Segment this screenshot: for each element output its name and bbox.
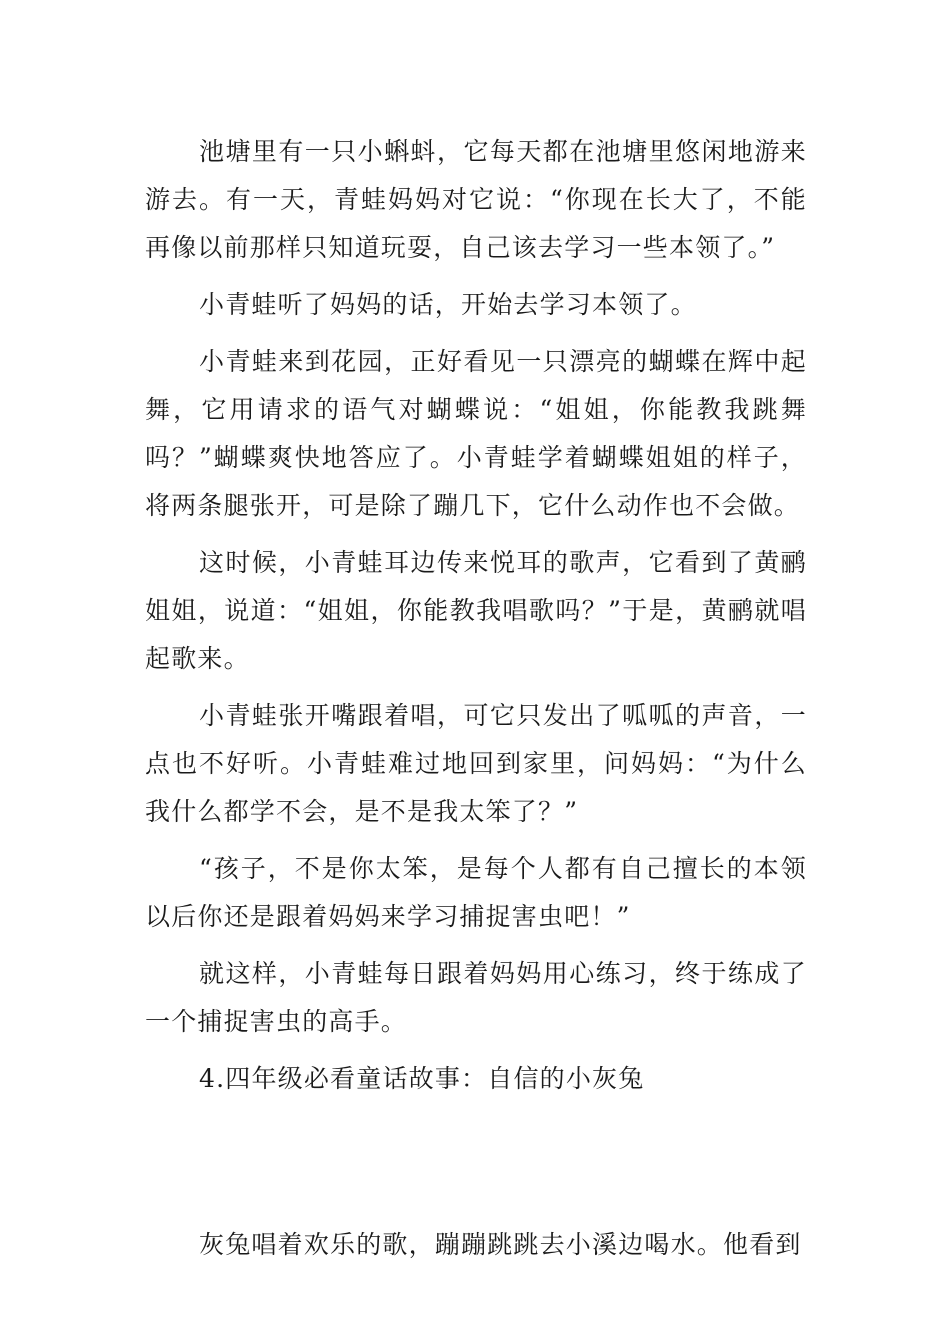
paragraph-2: 小青蛙听了妈妈的话，开始去学习本领了。 — [199, 290, 697, 319]
paragraph-1: 池塘里有一只小蝌蚪，它每天都在池塘里悠闲地游来游去。有一天，青蛙妈妈对它说：“你现在长大了，不能再像以前那样只知道玩耍，自己该去学习一些本领了。” — [145, 137, 807, 262]
paragraph-7: 就这样，小青蛙每日跟着妈妈用心练习，终于练成了一个捕捉害虫的高手。 — [145, 959, 807, 1036]
blank-gap — [145, 1103, 807, 1221]
paragraph-4: 这时候，小青蛙耳边传来悦耳的歌声，它看到了黄鹂姐姐，说道：“姐姐，你能教我唱歌吗？”于是，黄鹂就唱起歌来。 — [145, 548, 807, 673]
paragraph-8: 灰兔唱着欢乐的歌，蹦蹦跳跳去小溪边喝水。他看到 — [199, 1230, 802, 1259]
paragraph-5: 小青蛙张开嘴跟着唱，可它只发出了呱呱的声音，一点也不好听。小青蛙难过地回到家里，问妈妈：“为什么我什么都学不会，是不是我太笨了？” — [145, 701, 807, 826]
section-heading: 4.四年级必看童话故事：自信的小灰兔 — [199, 1064, 645, 1093]
paragraph-6: “孩子，不是你太笨，是每个人都有自己擅长的本领以后你还是跟着妈妈来学习捕捉害虫吧！” — [145, 854, 807, 931]
paragraph-3: 小青蛙来到花园，正好看见一只漂亮的蝴蝶在辉中起舞，它用请求的语气对蝴蝶说：“姐姐，你能教我跳舞吗？”蝴蝶爽快地答应了。小青蛙学着蝴蝶姐姐的样子，将两条腿张开，可是除了蹦几下，它什么动作也不会做。 — [145, 347, 807, 520]
document-page — [145, 128, 807, 1278]
